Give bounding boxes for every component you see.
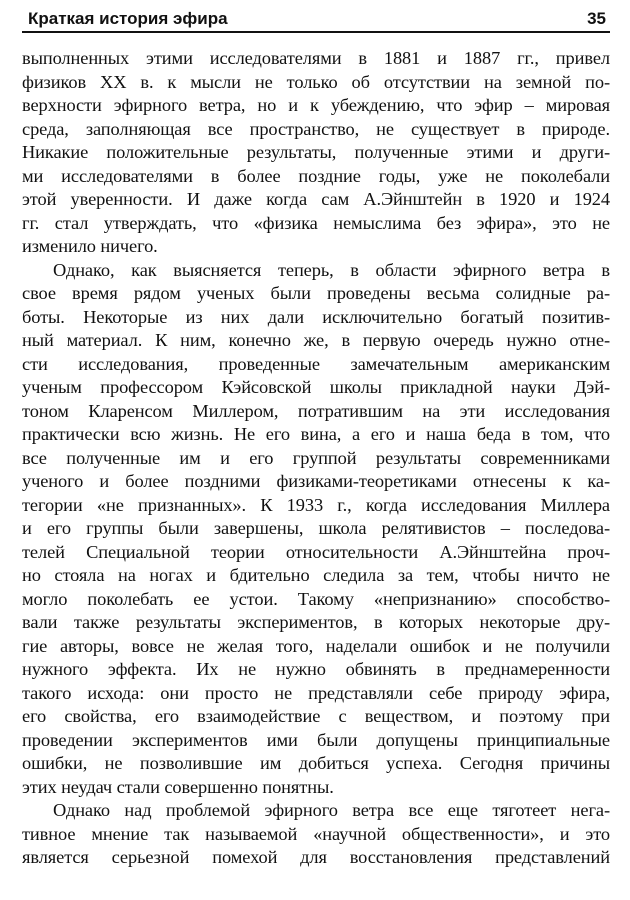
text-line: боты. Некоторые из них дали исключительно богатый позитив-	[22, 306, 610, 327]
text-line: вали также результаты экспериментов, в которых некоторые дру-	[22, 612, 610, 632]
text-line: проведении экспериментов ими были допущены принципиальные	[22, 729, 610, 750]
text-line: его свойства, его взаимодействие с веществом, и поэтому при	[22, 706, 610, 726]
text-line: практически всю жизнь. Не его вина, а его и наша беда в том, что	[22, 424, 610, 444]
text-line: ный материал. К ним, конечно же, в первую очередь нужно отне-	[22, 330, 610, 350]
text-line: тоном Кларенсом Миллером, потратившим на эти исследования	[22, 400, 610, 421]
text-line: Никакие положительные результаты, полученные этими и други-	[22, 142, 610, 162]
text-line: сти исследования, проведенные замечательным американским	[22, 353, 610, 374]
text-line: верхности эфирного ветра, но и к убеждению, что эфир – мировая	[22, 95, 610, 115]
text-line: этих неудач стали совершенно понятны.	[22, 776, 334, 797]
text-line: гие авторы, вовсе не желая того, наделали ошибок и не получили	[22, 635, 610, 656]
text-line: ми исследователями в более поздние годы, уже не поколебали	[22, 165, 610, 186]
text-line: ученым профессором Кэйсовской школы прикладной науки Дэй-	[22, 377, 610, 397]
text-line: среда, заполняющая все пространство, не существует в природе.	[22, 118, 610, 139]
paragraph-3	[22, 799, 610, 870]
running-header	[22, 8, 610, 33]
text-line: выполненных этими исследователями в 1881 и 1887 гг., привел	[22, 48, 610, 68]
text-line: гг. стал утверждать, что «физика немыслима без эфира», это не	[22, 212, 610, 233]
running-title: Краткая история эфира	[28, 9, 228, 28]
text-line: тегории «не признанных». К 1933 г., когда исследования Миллера	[22, 494, 610, 515]
text-line: могло поколебать ее устои. Такому «непризнанию» способство-	[22, 588, 610, 609]
text-line: этой уверенности. И даже когда сам А.Эйнштейн в 1920 и 1924	[22, 189, 610, 209]
text-line: ученого и более поздними физиками-теоретиками отнесены к ка-	[22, 471, 610, 491]
text-line: но стояла на ногах и бдительно следила за тем, чтобы ничто не	[22, 565, 610, 585]
paragraph-2	[22, 259, 610, 800]
text-line: такого исхода: они просто не представляли себе природу эфира,	[22, 682, 610, 703]
paragraph-1	[22, 47, 610, 259]
text-line: тивное мнение так называемой «научной общественности», и это	[22, 823, 610, 844]
text-line: нужного эффекта. Их не нужно обвинять в преднамеренности	[22, 659, 610, 679]
text-line: Однако над проблемой эфирного ветра все еще тяготеет нега-	[53, 800, 610, 820]
text-line: физиков XX в. к мысли не только об отсутствии на земной по-	[22, 71, 610, 92]
page-number: 35	[587, 9, 606, 28]
text-line: Однако, как выясняется теперь, в области эфирного ветра в	[53, 259, 610, 280]
text-line: все полученные им и его группой результаты современниками	[22, 447, 610, 468]
text-line: и его группы были завершены, школа релятивистов – последова-	[22, 518, 610, 538]
text-line: изменило ничего.	[22, 236, 158, 256]
text-line: является серьезной помехой для восстановления представлений	[22, 847, 610, 867]
body-text	[22, 47, 610, 870]
text-line: ошибки, не позволившие им добиться успеха. Сегодня причины	[22, 753, 610, 773]
text-line: свое время рядом ученых были проведены весьма солидные ра-	[22, 283, 610, 303]
book-page	[22, 8, 610, 870]
text-line: телей Специальной теории относительности А.Эйнштейна проч-	[22, 541, 610, 562]
